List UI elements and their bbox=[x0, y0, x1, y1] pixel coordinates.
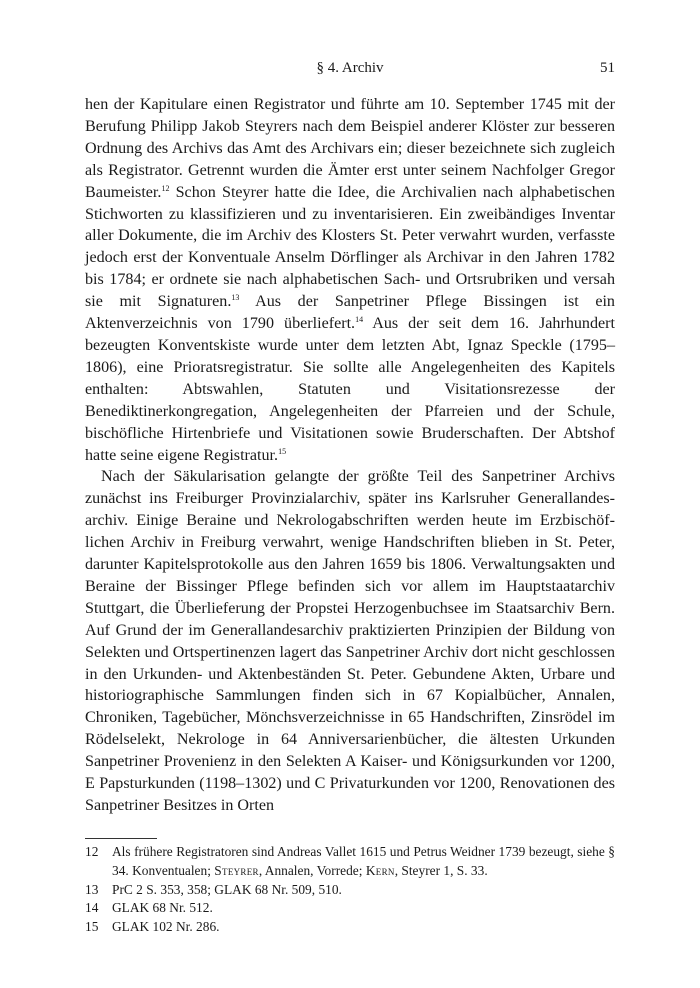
text-run: Als frühere Registratoren sind Andreas Vallet 1615 und Petrus Weidner 1739 bezeugt, siehe § 34. Konventualen; bbox=[112, 844, 615, 878]
footnote-reference: 14 bbox=[355, 315, 364, 325]
footnote-text bbox=[112, 918, 615, 937]
footnote-divider bbox=[85, 838, 157, 839]
footnote bbox=[85, 843, 615, 881]
text-run: , Steyrer 1, S. 33. bbox=[394, 862, 488, 878]
text-run: , Annalen, Vorrede; bbox=[258, 862, 366, 878]
footnote-number: 12 bbox=[85, 844, 99, 859]
footnote-number: 15 bbox=[85, 919, 99, 935]
text-run: Aus der seit dem 16. Jahrhundert bezeugten Konventskiste wurde unter dem letzten Abt, Ignaz Speckle (1795–1806), eine Prioratsregistratur. Sie sollte alle Angelegenheiten des Kapitels enthalten: Abtswahlen, Statuten und Visitationsrezesse der Benediktinerkongregation, Angelegenheiten der Pfarreien und der Schule, bischöfliche Hirtenbriefe und Visitationen sowie Bruderschaften. Der Abtshof hatte seine eigene Registratur. bbox=[85, 315, 616, 464]
author-name-small-caps: Kern bbox=[365, 862, 395, 878]
text-run: PrC 2 S. 353, 358; GLAK 68 Nr. 509, 510. bbox=[112, 881, 342, 897]
text-run: Aus der Sanpetriner Pflege Bissingen ist ein Aktenverzeichnis von 1790 überliefert. bbox=[85, 293, 615, 333]
footnote-reference: 12 bbox=[161, 183, 170, 193]
text-run: GLAK 102 Nr. 286. bbox=[112, 919, 220, 935]
footnote-text bbox=[112, 899, 615, 918]
footnote bbox=[85, 918, 615, 937]
footnote-text bbox=[112, 843, 615, 881]
footnote-number: 13 bbox=[85, 881, 99, 897]
text-run: GLAK 68 Nr. 512. bbox=[112, 900, 213, 916]
paragraph bbox=[85, 94, 615, 466]
footnote-reference: 13 bbox=[231, 293, 240, 303]
footnote-reference: 15 bbox=[278, 446, 287, 456]
footnote-text bbox=[112, 881, 615, 900]
footnote bbox=[85, 899, 615, 918]
footnotes bbox=[85, 843, 615, 937]
text-run: Nach der Säkularisation gelangte der größte Teil des Sanpetriner Archivs zunächst ins Freiburger Provinzialarchiv, später ins Karlsruher Generallandesarchiv. Einige Beraine und Nekrologabschriften werden heute im Erzbischöflichen Archiv in Freiburg verwahrt, wenige Handschriften blieben in St. Peter, darunter Kapitelsprotokolle aus den Jahren 1659 bis 1806. Verwaltungsakten und Beraine der Bissinger Pflege befinden sich vor allem im Hauptstaatarchiv Stuttgart, die Überlieferung der Propstei Herzogenbuchsee im Staatsarchiv Bern. Auf Grund der im Generallandesarchiv praktizierten Prinzipien der Bildung von Selekten und Ortspertinenzen lagert das Sanpetriner Archiv dort nicht geschlossen in den Urkunden- und Aktenbeständen St. Peter. Gebundene Akten, Urbare und historiographische Sammlungen finden sich in 67 Kopialbücher, Annalen, Chroniken, Tagebücher, Mönchsverzeichnisse in 65 Handschriften, Zinsrödel im Rödelselekt, Nekrologe in 64 Anniversarienbücher, die ältesten Urkunden Sanpetriner Provenienz in den Selekten A Kaiser- und Königsurkunden vor 1200, E Papsturkunden (1198–1302) und C Privaturkunden vor 1200, Renovationen des Sanpetriner Besitzes in Orten bbox=[85, 468, 615, 814]
running-title: § 4. Archiv bbox=[316, 60, 384, 76]
body-text bbox=[85, 94, 615, 817]
footnote-number: 14 bbox=[85, 900, 99, 916]
text-run: hen der Kapitulare einen Registrator und führte am 10. September 1745 mit der Berufung Philipp Jakob Steyrers nach dem Beispiel anderer Klöster zur besseren Ordnung des Archivs das Amt des Archivars ein; dieser bezeichnete sich zugleich als Registrator. Getrennt wurden die Ämter erst unter seinem Nachfolger Gregor Baumeister. bbox=[85, 96, 615, 201]
author-name-small-caps: Steyrer bbox=[214, 862, 259, 878]
footnote bbox=[85, 881, 615, 900]
page-number: 51 bbox=[600, 60, 615, 76]
page-header bbox=[85, 60, 615, 84]
paragraph bbox=[85, 466, 615, 817]
text-run: Schon Steyrer hatte die Idee, die Archivalien nach alphabetischen Stichworten zu klassifizieren und zu inventarisieren. Ein zweibändiges Inventar aller Dokumente, die im Archiv des Klosters St. Peter verwahrt wurden, verfasste jedoch erst der Konventuale Anselm Dörflinger als Archivar in den Jahren 1782 bis 1784; er ordnete sie nach alphabetischen Sach- und Ortsrubriken und versah sie mit Signaturen. bbox=[85, 183, 615, 311]
